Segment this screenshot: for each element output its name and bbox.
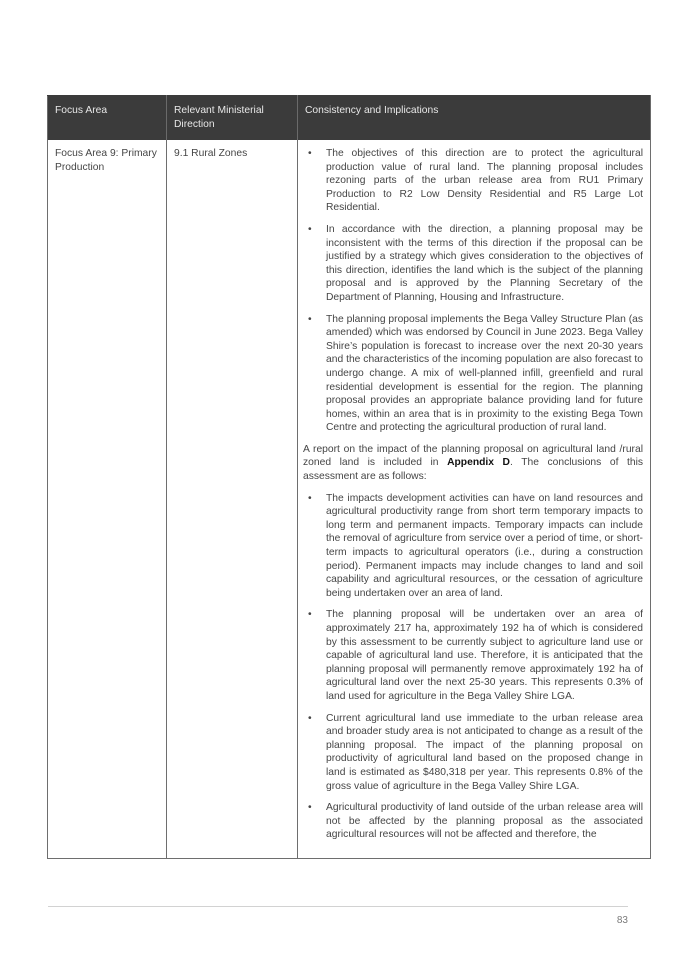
- list-item-text: Agricultural productivity of land outside of the urban release area will not be affected by the planning proposal as the associated agricultural resources will not be affected and therefore, the: [326, 802, 643, 841]
- table-header-row: [48, 96, 651, 141]
- list-item-text: The planning proposal implements the Bega Valley Structure Plan (as amended) which was endorsed by Council in June 2023. Bega Valley Shire’s population is forecast to increase over the next 20-30 years and the characteristics of the incoming population are also forecast to undergo change. A mix of well-planned infill, greenfield and rural residential development is essential for the region. The planning proposal provides an appropriate balance providing land for future homes, within an area that is in proximity to the existing Bega Town Centre and protecting the agricultural production of rural land.: [326, 313, 643, 434]
- list-item: [303, 801, 643, 842]
- list-item: [303, 712, 643, 794]
- bullet-icon: •: [308, 148, 312, 159]
- cell-focus-area: [48, 140, 167, 859]
- bullet-list-b: [303, 492, 643, 842]
- appendix-reference: Appendix D: [447, 457, 510, 469]
- bullet-icon: •: [308, 712, 312, 724]
- bullet-icon: •: [308, 802, 312, 814]
- consistency-body: [303, 147, 643, 858]
- list-item-text: Current agricultural land use immediate to the urban release area and broader study area is not anticipated to change as a result of the planning proposal. The impact of the planning proposal on productivity of agricultural land based on the proposed change in land is estimated as $480,318 per year. This represents 0.8% of the gross value of agriculture in the Bega Valley Shire LGA.: [326, 712, 643, 792]
- bullet-icon: •: [308, 313, 312, 325]
- list-item: [303, 223, 643, 305]
- list-item-text: In accordance with the direction, a planning proposal may be inconsistent with the terms of this direction if the proposal can be justified by a strategy which gives consideration to the objectives of this direction, identifies the land which is the subject of the planning proposal and is approved by the Planning Secretary of the Department of Planning, Housing and Infrastructure.: [326, 223, 643, 303]
- list-item: [303, 608, 643, 703]
- paragraph-text-before: A report on the impact of the planning proposal on agricultural land /rural zoned land is included in: [303, 443, 643, 469]
- list-item-text: The impacts development activities can have on land resources and agricultural productivity range from short term temporary impacts to long term and permanent impacts. Temporary impacts can include the removal of agriculture from service over a period of time, or short-term impacts to agricultural operators (i.e., during a construction period). Permanent impacts may include changes to land and soil capability and agricultural resources, or the cessation of agriculture being undertaken over an area of land.: [326, 492, 643, 599]
- bullet-list-a: [303, 147, 643, 435]
- focus-area-text: Focus Area 9: Primary Production: [55, 148, 157, 173]
- header-consistency-implications: Consistency and Implications: [298, 96, 651, 141]
- paragraph-text-after: . The conclusions of this assessment are as follows:: [303, 457, 643, 483]
- appendix-paragraph: [303, 443, 643, 484]
- header-ministerial-direction: Relevant Ministerial Direction: [167, 96, 298, 141]
- list-item-text: The objectives of this direction are to protect the agricultural production value of rural land. The planning proposal includes rezoning parts of the urban release area from RU1 Primary Production to R2 Low Density Residential and R5 Large Lot Residential.: [326, 148, 643, 214]
- cell-consistency: [298, 140, 651, 859]
- direction-text: 9.1 Rural Zones: [174, 148, 248, 159]
- list-item: [303, 147, 643, 215]
- list-item-text: The planning proposal will be undertaken over an area of approximately 217 ha, approximately 192 ha of which is considered by this assessment to be currently subject to agriculture land use or capable of agricultural land use. Therefore, it is anticipated that the planning proposal will permanently remove approximately 192 ha of agricultural land over the next 25-30 years. This represents 0.3% of land used for agriculture in the Bega Valley Shire LGA.: [326, 609, 643, 702]
- cell-direction: [167, 140, 298, 859]
- list-item: [303, 313, 643, 435]
- bullet-icon: •: [308, 609, 312, 621]
- bullet-icon: •: [308, 223, 312, 235]
- page-number: 83: [616, 915, 628, 926]
- header-focus-area: Focus Area: [48, 96, 167, 141]
- bullet-icon: •: [308, 492, 312, 504]
- consistency-table: [47, 95, 651, 859]
- table-row: [48, 140, 651, 859]
- list-item: [303, 492, 643, 601]
- footer-divider: [48, 906, 628, 907]
